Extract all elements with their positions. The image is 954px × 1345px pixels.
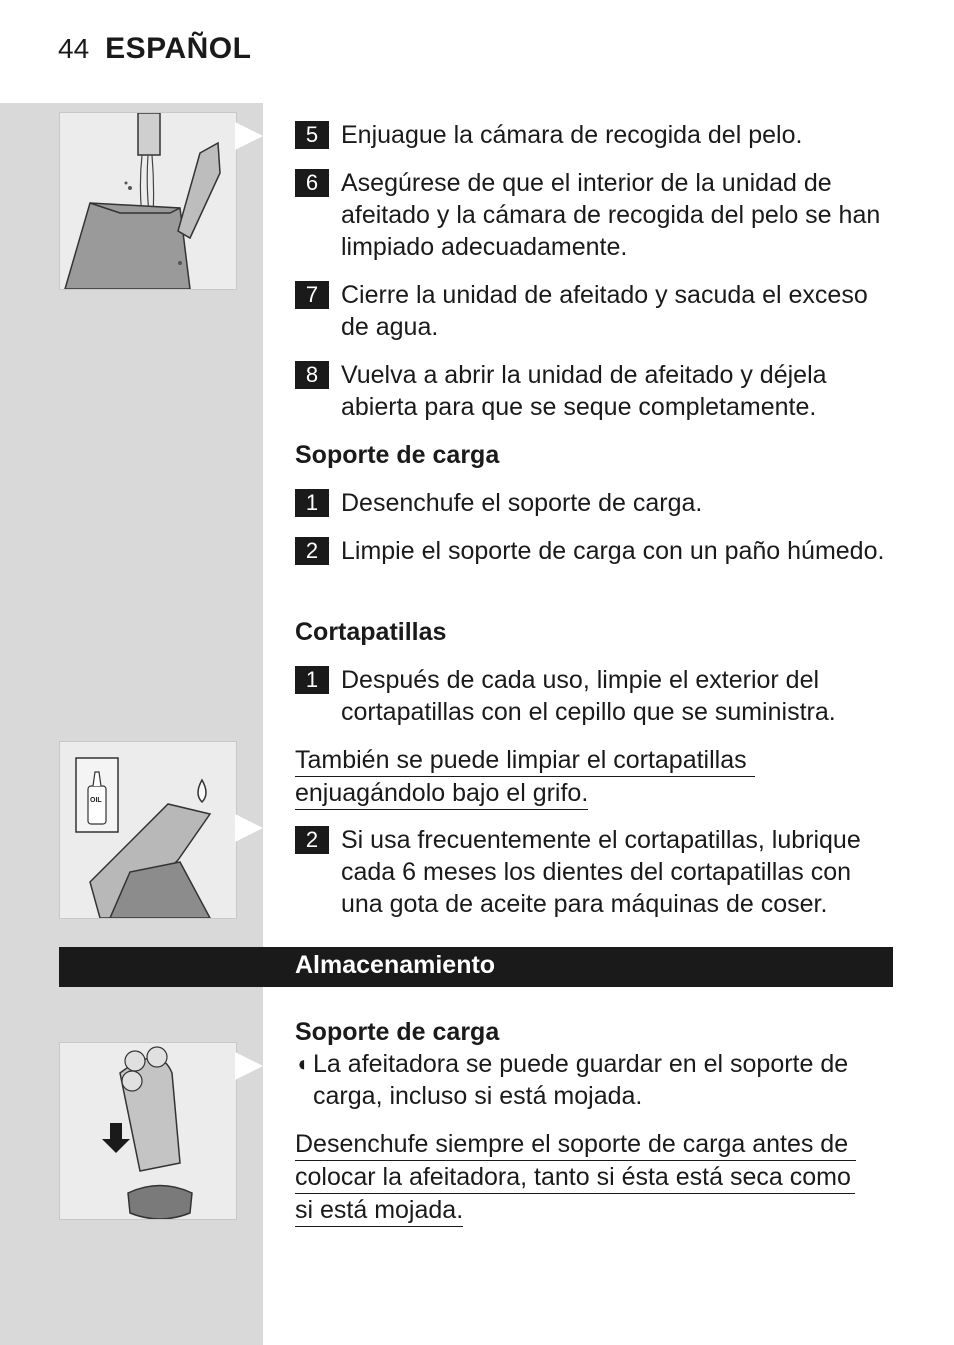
note-line: También se puede limpiar el cortapatillas	[295, 745, 755, 777]
step-text: Asegúrese de que el interior de la unidad de afeitado y la cámara de recogida del pelo se han limpiado adecuadamente.	[341, 169, 881, 261]
figure-pointer	[235, 1052, 263, 1080]
step-text: Después de cada uso, limpie el exterior del cortapatillas con el cepillo que se suministra.	[341, 666, 836, 726]
note-line: colocar la afeitadora, tanto si ésta está seca como	[295, 1162, 855, 1194]
figure-pointer	[235, 122, 263, 150]
charger-step-1	[295, 487, 895, 519]
oil-trimmer-illustration	[59, 741, 237, 919]
step-number: 1	[295, 666, 329, 694]
trimmer-note	[295, 744, 755, 810]
page-header	[58, 32, 251, 72]
note-line: enjuagándolo bajo el grifo.	[295, 778, 588, 810]
charger-step-2	[295, 535, 895, 567]
oil-label: OIL	[90, 797, 102, 804]
bullet-text: La afeitadora se puede guardar en el soporte de carga, incluso si está mojada.	[313, 1050, 849, 1110]
step-number: 2	[295, 537, 329, 565]
trimmer-step-2	[295, 824, 895, 920]
step-number: 6	[295, 169, 329, 197]
storage-heading: Soporte de carga	[295, 1018, 500, 1046]
storage-note	[295, 1128, 856, 1227]
language-title: ESPAÑOL	[105, 32, 252, 65]
charger-heading: Soporte de carga	[295, 441, 500, 469]
step-number: 5	[295, 121, 329, 149]
page-number: 44	[58, 33, 90, 64]
storage-banner	[59, 947, 893, 987]
step-text: Vuelva a abrir la unidad de afeitado y déjela abierta para que se seque completamente.	[341, 361, 827, 421]
shaver-stand-illustration	[59, 1042, 237, 1220]
step-number: 1	[295, 489, 329, 517]
rinse-illustration	[59, 112, 237, 290]
step-text: Enjuague la cámara de recogida del pelo.	[341, 121, 803, 149]
step-number: 8	[295, 361, 329, 389]
step-6	[295, 167, 895, 263]
step-8	[295, 359, 895, 423]
storage-banner-title: Almacenamiento	[295, 951, 496, 979]
figure-pointer	[235, 814, 263, 842]
step-7	[295, 279, 895, 343]
step-text: Limpie el soporte de carga con un paño húmedo.	[341, 537, 885, 565]
storage-bullet	[295, 1048, 895, 1112]
step-number: 2	[295, 826, 329, 854]
step-text: Cierre la unidad de afeitado y sacuda el exceso de agua.	[341, 281, 868, 341]
step-5	[295, 119, 895, 151]
step-number: 7	[295, 281, 329, 309]
note-line: si está mojada.	[295, 1195, 463, 1227]
trimmer-step-1	[295, 664, 895, 728]
trimmer-heading: Cortapatillas	[295, 618, 447, 646]
note-line: Desenchufe siempre el soporte de carga antes de	[295, 1129, 856, 1161]
step-text: Desenchufe el soporte de carga.	[341, 489, 703, 517]
step-text: Si usa frecuentemente el cortapatillas, lubrique cada 6 meses los dientes del cortapatillas con una gota de aceite para máquinas de coser.	[341, 826, 861, 918]
bullet-icon: ◖	[295, 1051, 309, 1076]
